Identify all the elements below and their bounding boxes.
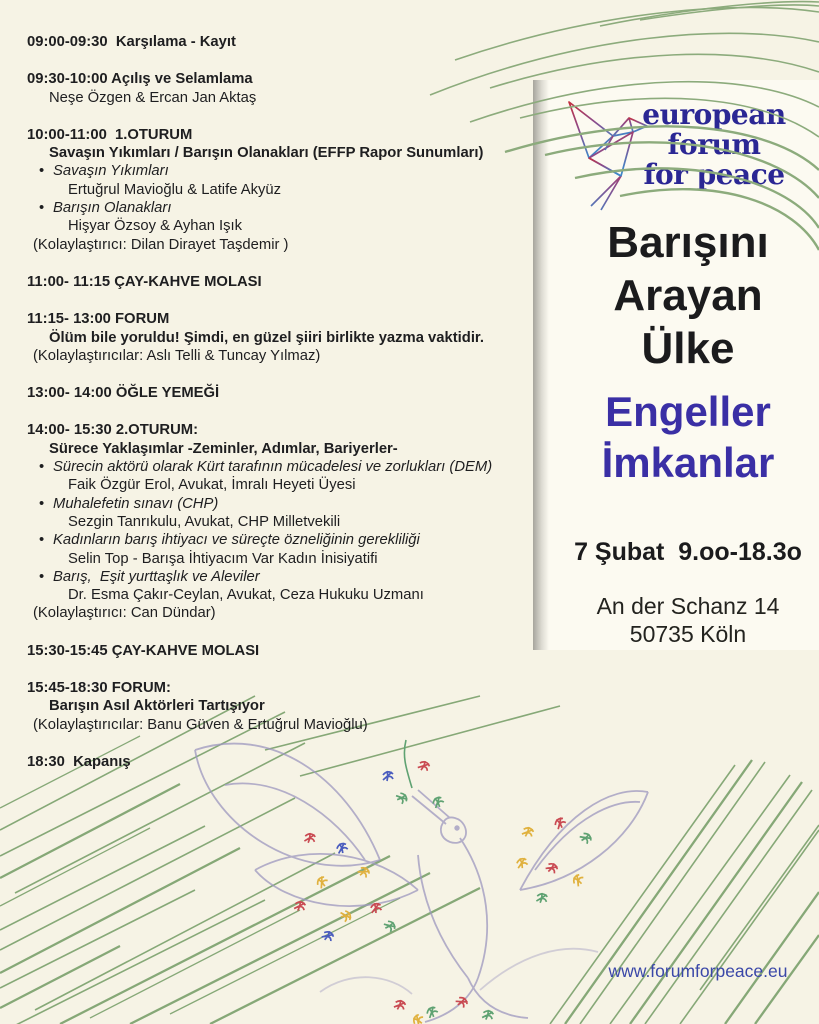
schedule-line: (Kolaylaştırıcı: Dilan Dirayet Taşdemir ) <box>33 236 289 253</box>
logo-word-3: for peace <box>643 158 785 191</box>
logo-word-2: forum <box>667 128 761 161</box>
event-title-line: Barışını <box>607 218 769 267</box>
schedule-line: Ertuğrul Mavioğlu & Latife Akyüz <box>68 181 282 198</box>
event-subtitle-line: İmkanlar <box>601 439 775 486</box>
event-subtitle-line: Engeller <box>605 388 771 435</box>
schedule-line: • Barış, Eşit yurttaşlık ve Aleviler <box>27 568 547 586</box>
schedule-block <box>27 421 547 622</box>
event-date: 7 Şubat 9.oo-18.3o <box>574 538 802 566</box>
schedule-line: • Savaşın Yıkımları <box>27 162 547 180</box>
schedule-line: Faik Özgür Erol, Avukat, İmralı Heyeti Üyesi <box>68 477 356 494</box>
event-panel <box>533 80 819 650</box>
schedule <box>27 33 547 790</box>
event-address-street: An der Schanz 14 <box>596 593 780 619</box>
schedule-line: 18:30 Kapanış <box>27 753 131 770</box>
schedule-line: (Kolaylaştırıcı: Can Dündar) <box>33 605 216 622</box>
schedule-line: Neşe Özgen & Ercan Jan Aktaş <box>49 89 257 106</box>
schedule-block <box>27 310 547 365</box>
schedule-line: (Kolaylaştırıcılar: Banu Güven & Ertuğrul Mavioğlu) <box>33 716 368 733</box>
schedule-block <box>27 126 547 254</box>
schedule-line: 14:00- 15:30 2.OTURUM: <box>27 422 199 439</box>
schedule-line: Hişyar Özsoy & Ayhan Işık <box>68 218 243 235</box>
logo-wordmark <box>628 100 800 190</box>
schedule-line: Barışın Asıl Aktörleri Tartışıyor <box>49 698 265 715</box>
schedule-line: 11:00- 11:15 ÇAY-KAHVE MOLASI <box>27 273 262 290</box>
schedule-line: Savaşın Yıkımları / Barışın Olanakları (EFFP Rapor Sunumları) <box>49 145 484 162</box>
schedule-block <box>27 70 547 107</box>
event-title-line: Ülke <box>641 324 735 373</box>
schedule-line: 11:15- 13:00 FORUM <box>27 311 170 328</box>
schedule-line: Sürece Yaklaşımlar -Zeminler, Adımlar, Bariyerler- <box>49 440 398 457</box>
event-title-line: Arayan <box>613 271 763 320</box>
schedule-line: • Kadınların barış ihtiyacı ve süreçte özneliğinin gerekliliği <box>27 531 547 549</box>
schedule-line: • Barışın Olanakları <box>27 199 547 217</box>
schedule-line: 15:45-18:30 FORUM: <box>27 680 171 697</box>
schedule-block <box>27 384 547 402</box>
schedule-line: Selin Top - Barışa İhtiyacım Var Kadın İnisiyatifi <box>68 550 378 567</box>
event-address-city: 50735 Köln <box>629 621 747 647</box>
event-title <box>557 216 819 375</box>
schedule-block <box>27 642 547 660</box>
schedule-line: 13:00- 14:00 ÖĞLE YEMEĞİ <box>27 385 220 402</box>
schedule-block <box>27 273 547 291</box>
website-link[interactable]: www.forumforpeace.eu <box>608 961 788 981</box>
event-address <box>557 592 819 648</box>
schedule-line: 09:30-10:00 Açılış ve Selamlama <box>27 71 253 88</box>
schedule-line: Dr. Esma Çakır-Ceylan, Avukat, Ceza Hukuku Uzmanı <box>68 587 424 604</box>
schedule-line: 09:00-09:30 Karşılama - Kayıt <box>27 34 236 50</box>
schedule-line: 15:30-15:45 ÇAY-KAHVE MOLASI <box>27 642 260 659</box>
schedule-line: • Muhalefetin sınavı (CHP) <box>27 495 547 513</box>
schedule-line: • Sürecin aktörü olarak Kürt tarafının mücadelesi ve zorlukları (DEM) <box>27 458 547 476</box>
schedule-block <box>27 753 547 771</box>
schedule-line: Sezgin Tanrıkulu, Avukat, CHP Milletvekili <box>68 513 341 530</box>
event-subtitle <box>557 386 819 488</box>
logo-word-1: european <box>642 98 786 131</box>
schedule-line: 10:00-11:00 1.OTURUM <box>27 126 193 143</box>
schedule-block <box>27 679 547 734</box>
schedule-block <box>27 33 547 51</box>
schedule-line: Ölüm bile yoruldu! Şimdi, en güzel şiiri birlikte yazma vaktidir. <box>49 329 484 346</box>
schedule-line: (Kolaylaştırıcılar: Aslı Telli & Tuncay Yılmaz) <box>33 347 321 364</box>
